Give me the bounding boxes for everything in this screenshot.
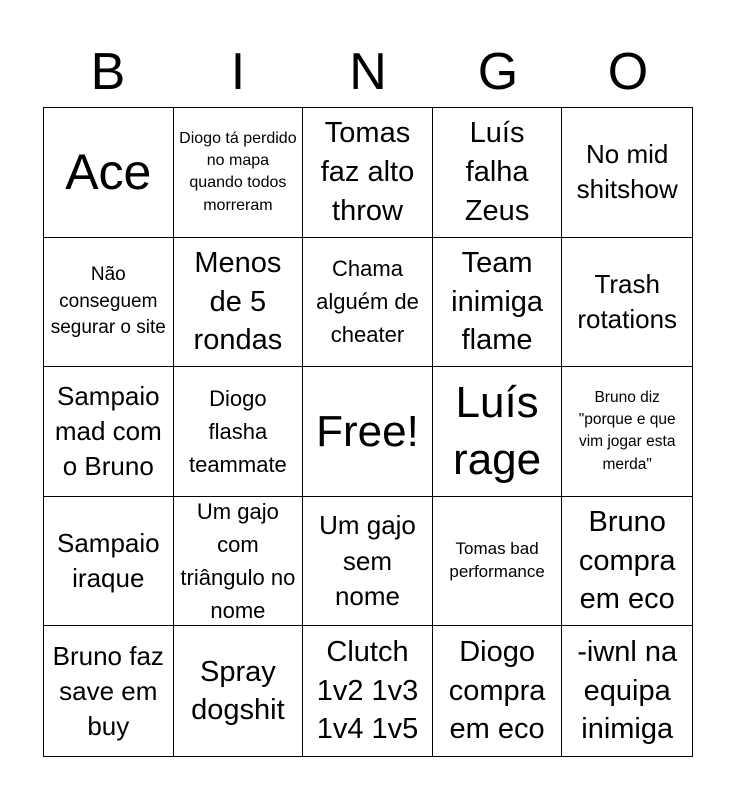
cell-text: Luís rage [453, 378, 542, 485]
cell-text: Sampaio iraque [56, 528, 160, 594]
header-letter-n: N [349, 43, 387, 101]
cell-text: No mid shitshow [576, 139, 678, 205]
cell-text: Team inimiga flame [451, 247, 544, 357]
cell-text: Ace [65, 143, 152, 200]
bingo-cell-r1c5[interactable] [562, 108, 692, 238]
bingo-cell-r2c4[interactable] [433, 238, 563, 368]
cell-text: Um gajo sem nome [319, 510, 416, 611]
cell-text: Sampaio mad com o Bruno [54, 380, 162, 482]
bingo-cell-free[interactable] [303, 367, 433, 497]
bingo-cell-r4c2[interactable] [174, 497, 304, 627]
cell-text: Bruno compra em eco [578, 506, 676, 616]
cell-text: Diogo flasha teammate [188, 385, 287, 477]
bingo-cell-r5c3[interactable] [303, 626, 433, 756]
cell-text: Clutch 1v2 1v3 1v4 1v5 [316, 636, 419, 746]
bingo-cell-r4c1[interactable] [44, 497, 174, 627]
bingo-cell-r5c1[interactable] [44, 626, 174, 756]
header-letter-b: B [90, 43, 126, 101]
cell-text: Tomas faz alto throw [320, 117, 415, 227]
bingo-cell-r1c4[interactable] [433, 108, 563, 238]
bingo-cell-r4c3[interactable] [303, 497, 433, 627]
cell-text: Chama alguém de cheater [316, 256, 419, 348]
bingo-cell-r2c2[interactable] [174, 238, 304, 368]
cell-text: Tomas bad performance [449, 539, 545, 582]
cell-text: Bruno faz save em buy [52, 640, 164, 741]
cell-text: Spray dogshit [191, 655, 285, 727]
cell-text: Não conseguem segurar o site [50, 264, 166, 339]
bingo-cell-r4c5[interactable] [562, 497, 692, 627]
bingo-cell-r3c5[interactable] [562, 367, 692, 497]
bingo-cell-r5c4[interactable] [433, 626, 563, 756]
bingo-cell-r3c1[interactable] [44, 367, 174, 497]
bingo-board [43, 107, 693, 757]
header-letter-o: O [607, 43, 649, 101]
cell-text: Luís falha Zeus [464, 117, 530, 227]
header-letter-g: G [477, 43, 519, 101]
cell-text: Diogo compra em eco [448, 636, 546, 746]
cell-text: -iwnl na equipa inimiga [577, 636, 678, 746]
bingo-cell-r4c4[interactable] [433, 497, 563, 627]
bingo-cell-r5c2[interactable] [174, 626, 304, 756]
bingo-cell-r2c5[interactable] [562, 238, 692, 368]
bingo-cell-r1c3[interactable] [303, 108, 433, 238]
cell-text: Um gajo com triângulo no nome [180, 499, 296, 624]
bingo-cell-r3c2[interactable] [174, 367, 304, 497]
bingo-cell-r3c4[interactable] [433, 367, 563, 497]
cell-text: Menos de 5 rondas [193, 247, 283, 357]
bingo-header [43, 40, 693, 104]
free-space-text: Free! [316, 406, 419, 456]
cell-text: Bruno diz "porque e que vim jogar esta merda" [578, 388, 676, 473]
bingo-cell-r2c3[interactable] [303, 238, 433, 368]
bingo-cell-r1c1[interactable] [44, 108, 174, 238]
header-letter-i: I [230, 43, 246, 101]
bingo-cell-r1c2[interactable] [174, 108, 304, 238]
bingo-cell-r2c1[interactable] [44, 238, 174, 368]
cell-text: Trash rotations [577, 268, 678, 334]
bingo-cell-r5c5[interactable] [562, 626, 692, 756]
cell-text: Diogo tá perdido no mapa quando todos morreram [179, 129, 297, 214]
